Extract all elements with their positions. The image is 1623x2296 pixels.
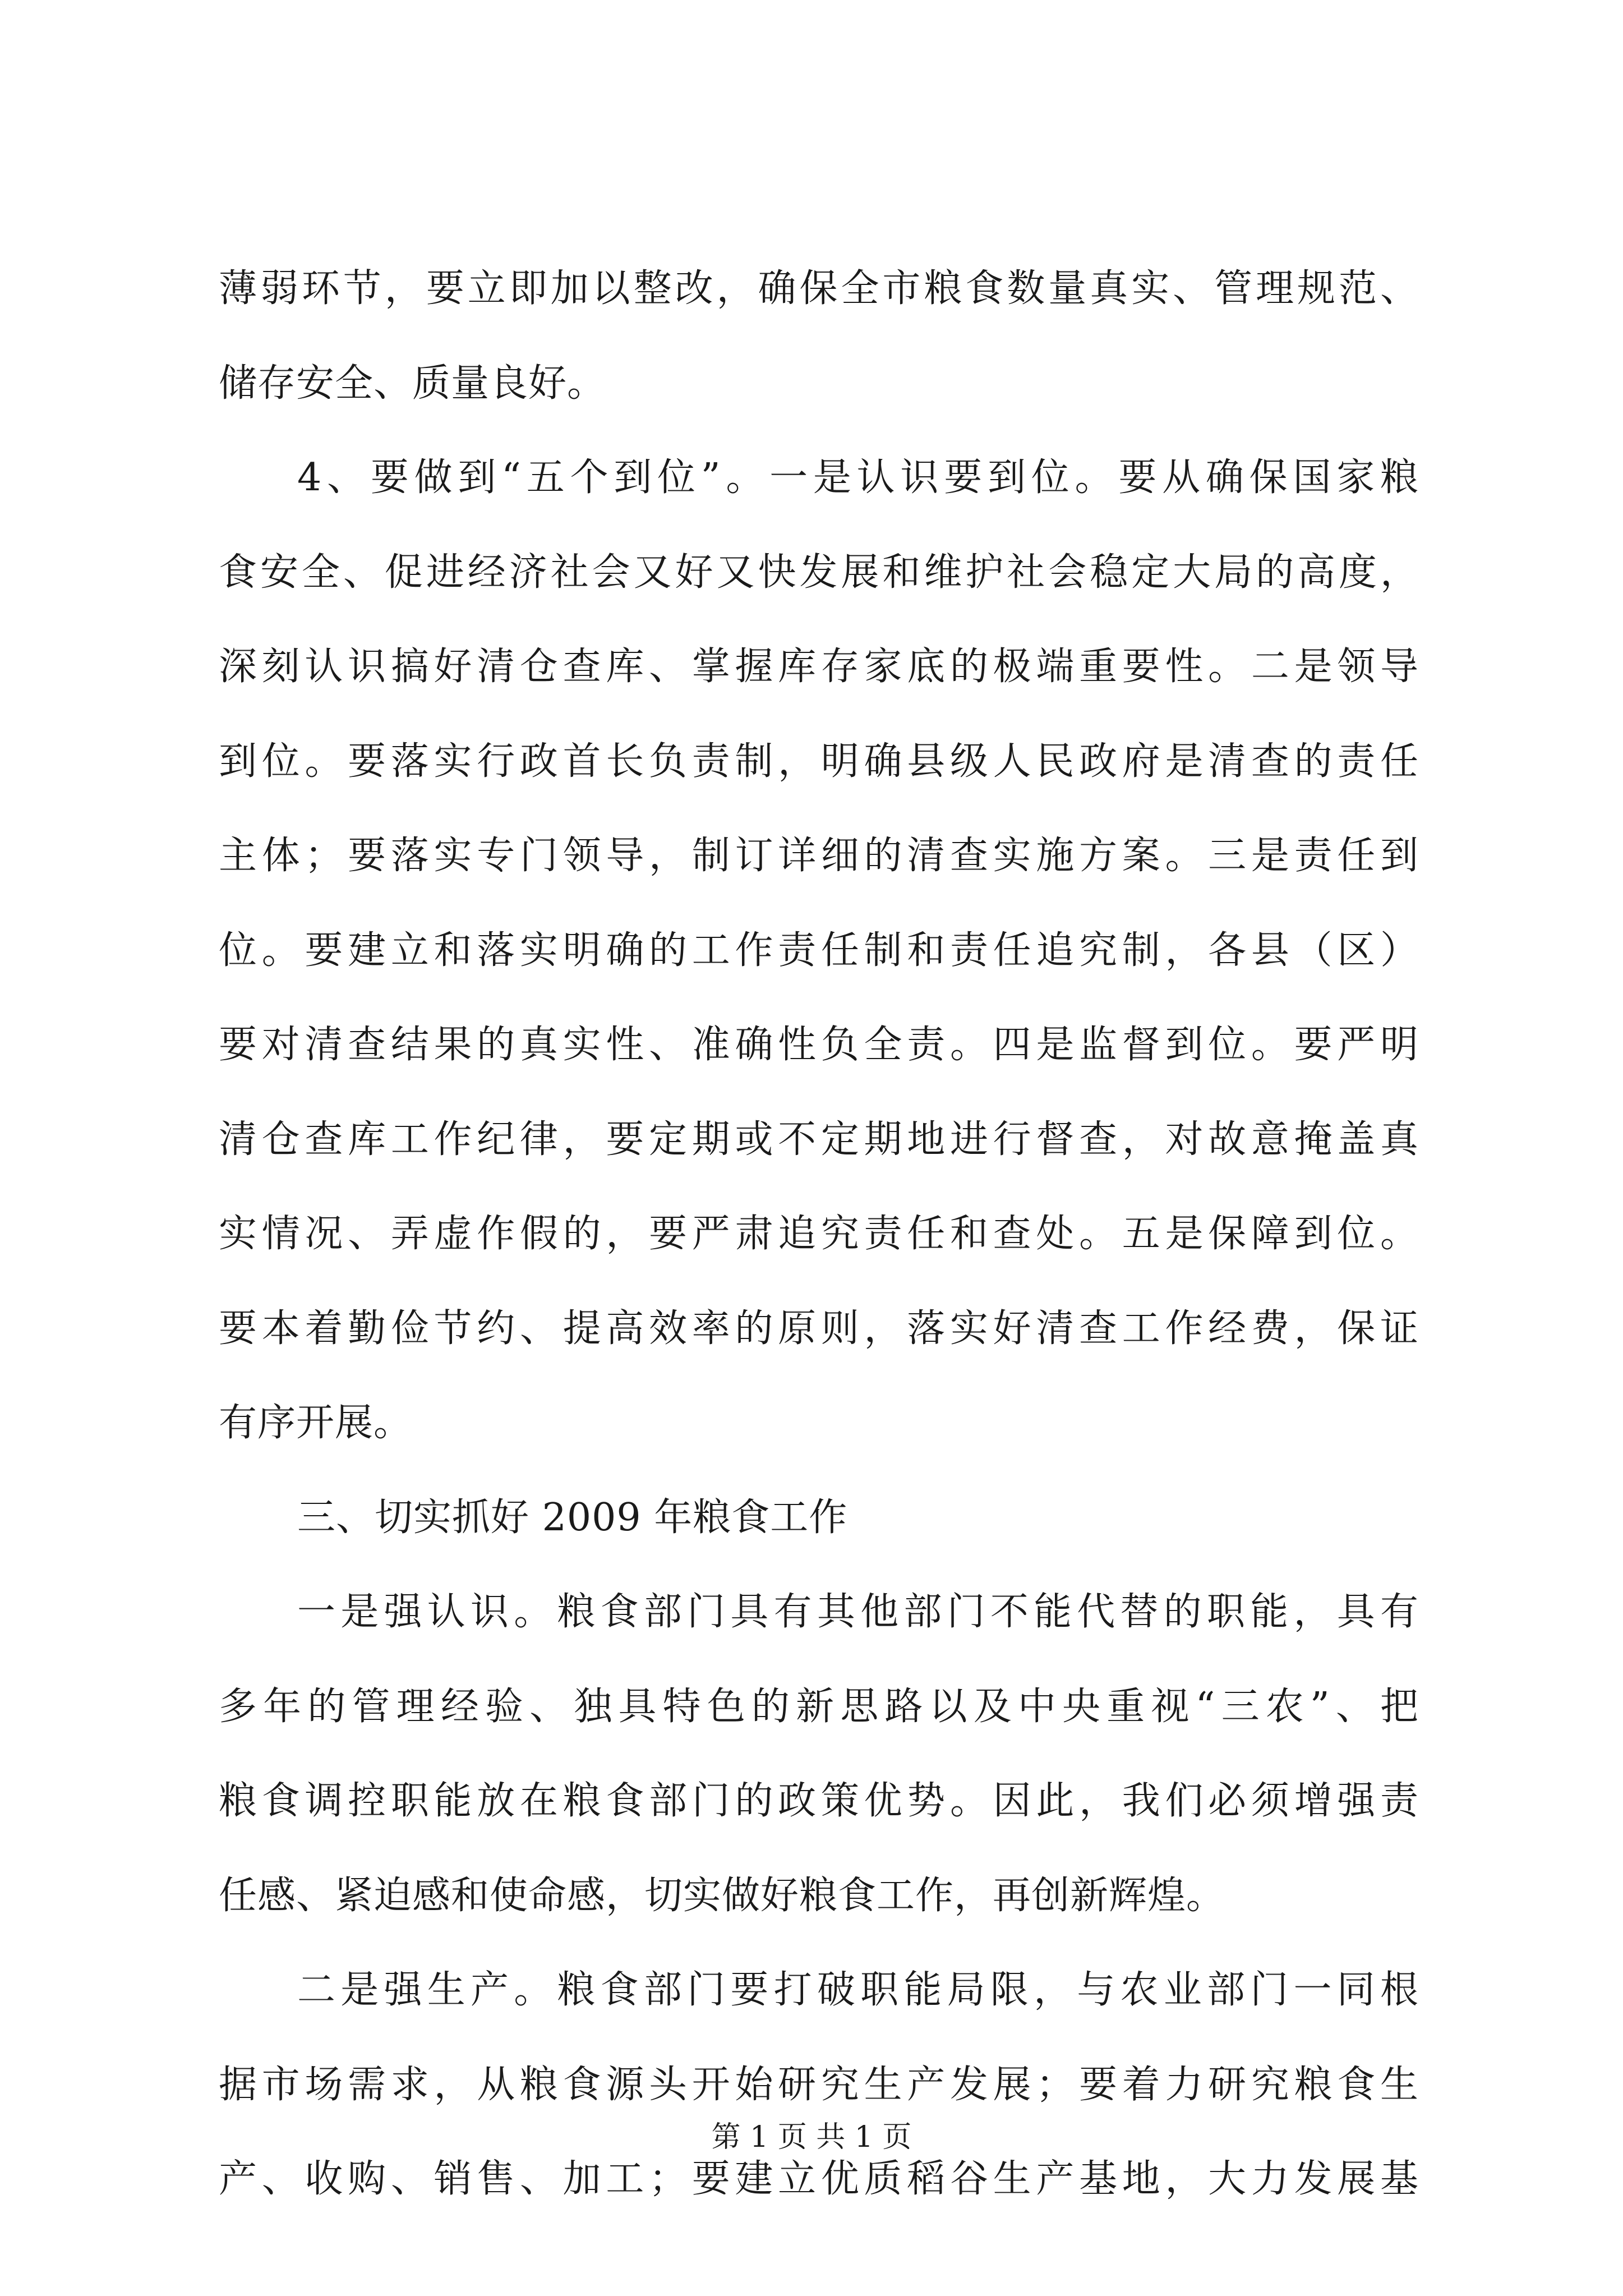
text-line: 产、收购、销售、加工；要建立优质稻谷生产基地，大力发展基 — [219, 2157, 1419, 2201]
page-number: 第 1 页 共 1 页 — [711, 2120, 912, 2154]
text-line: 深刻认识搞好清仓查库、掌握库存家底的极端重要性。二是领导 — [219, 645, 1419, 689]
text-line: 多年的管理经验、独具特色的新思路以及中央重视“三农”、把 — [219, 1684, 1419, 1729]
text-line: 要对清查结果的真实性、准确性负全责。四是监督到位。要严明 — [219, 1023, 1419, 1067]
text-line: 到位。要落实行政首长负责制，明确县级人民政府是清查的责任 — [219, 739, 1419, 784]
text-line: 清仓查库工作纪律，要定期或不定期地进行督查，对故意掩盖真 — [219, 1117, 1419, 1162]
text-line: 储存安全、质量良好。 — [219, 361, 606, 406]
page-footer — [0, 2120, 1623, 2154]
document-body — [219, 264, 1419, 2249]
section-heading: 三、切实抓好 2009 年粮食工作 — [297, 1495, 848, 1540]
text-line: 粮食调控职能放在粮食部门的政策优势。因此，我们必须增强责 — [219, 1779, 1419, 1823]
text-line: 任感、紧迫感和使命感，切实做好粮食工作，再创新辉煌。 — [219, 1873, 1225, 1918]
text-line: 食安全、促进经济社会又好又快发展和维护社会稳定大局的高度， — [219, 550, 1419, 595]
text-line: 一是强认识。粮食部门具有其他部门不能代替的职能，具有 — [297, 1590, 1419, 1634]
text-line: 要本着勤俭节约、提高效率的原则，落实好清查工作经费，保证 — [219, 1306, 1419, 1351]
text-line: 4、要做到“五个到位”。一是认识要到位。要从确保国家粮 — [297, 455, 1419, 500]
text-line: 有序开展。 — [219, 1401, 413, 1445]
text-line: 位。要建立和落实明确的工作责任制和责任追究制，各县（区） — [219, 928, 1419, 973]
text-line: 二是强生产。粮食部门要打破职能局限，与农业部门一同根 — [297, 1968, 1419, 2012]
text-line: 实情况、弄虚作假的，要严肃追究责任和查处。五是保障到位。 — [219, 1212, 1419, 1256]
text-line: 薄弱环节，要立即加以整改，确保全市粮食数量真实、管理规范、 — [219, 266, 1419, 311]
text-line: 主体；要落实专门领导，制订详细的清查实施方案。三是责任到 — [219, 834, 1419, 878]
text-line: 据市场需求，从粮食源头开始研究生产发展；要着力研究粮食生 — [219, 2062, 1419, 2107]
